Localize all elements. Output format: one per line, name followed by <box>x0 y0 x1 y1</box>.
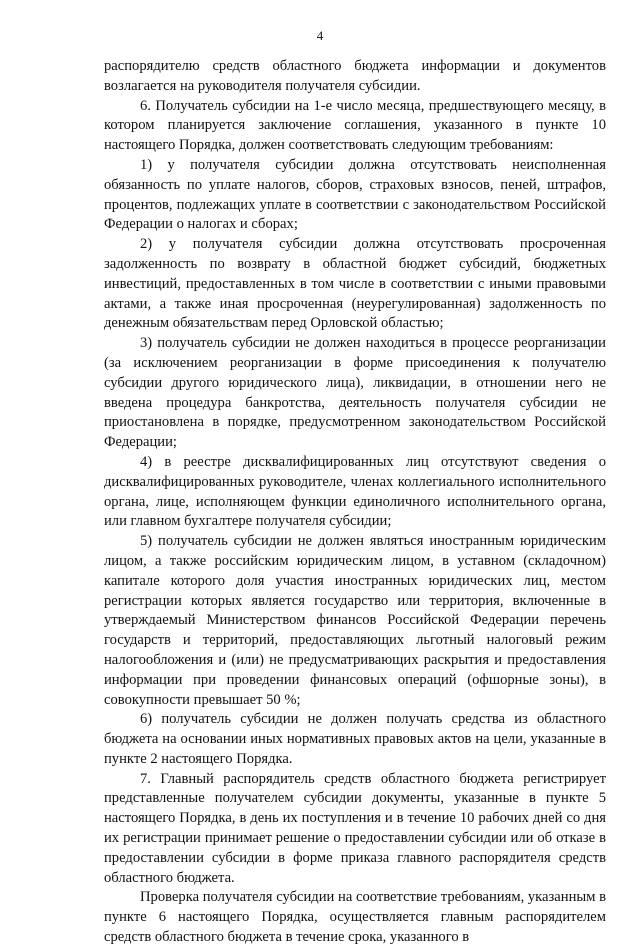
paragraph-subitem-5: 5) получатель субсидии не должен являться иностранным юридическим лицом, а также российским юридическим лицом, в уставном (складочном) капитале которого доля участия иностранных юридических лиц, местом регистрации которых является государство или территория, включенные в утверждаемый Министерством финансов Российской Федерации перечень государств и территорий, предоставляющих льготный налоговый режим налогообложения и (или) не предусматривающих раскрытия и предоставления информации при проведении финансовых операций (офшорные зоны), в совокупности превышает 50 %; <box>104 533 606 708</box>
document-body <box>104 57 606 948</box>
paragraph-item-7: 7. Главный распорядитель средств областного бюджета регистрирует представленные получателем субсидии документы, указанные в пункте 5 настоящего Порядка, в день их поступления и в течение 10 рабочих дней со дня их регистрации принимает решение о предоставлении субсидии или об отказе в предоставлении субсидии в форме приказа главного распорядителя средств областного бюджета. <box>104 770 606 886</box>
paragraph-continuation: распорядителю средств областного бюджета информации и документов возлагается на руководителя получателя субсидии. <box>104 58 606 94</box>
page-number: 4 <box>316 28 324 43</box>
paragraph-subitem-4: 4) в реестре дисквалифицированных лиц отсутствуют сведения о дисквалифицированных руководителе, членах коллегиального исполнительного органа, лице, исполняющем функции единоличного исполнительного органа, или главном бухгалтере получателя субсидии; <box>104 453 606 530</box>
paragraph-subitem-3: 3) получатель субсидии не должен находиться в процессе реорганизации (за исключением реорганизации в форме присоединения к получателю субсидии другого юридического лица), ликвидации, в отношении него не введена процедура банкротства, деятельность получателя субсидии не приостановлена в порядке, предусмотренном законодательством Российской Федерации; <box>104 335 606 451</box>
paragraph-verification: Проверка получателя субсидии на соответствие требованиям, указанным в пункте 6 настоящего Порядка, осуществляется главным распорядителем средств областного бюджета в течение срока, указанного в <box>104 889 606 946</box>
paragraph-subitem-1: 1) у получателя субсидии должна отсутствовать неисполненная обязанность по уплате налогов, сборов, страховых взносов, пеней, штрафов, процентов, подлежащих уплате в соответствии с законодательством Российской Федерации о налогах и сборах; <box>104 156 606 233</box>
paragraph-subitem-6: 6) получатель субсидии не должен получать средства из областного бюджета на основании иных нормативных правовых актов на цели, указанные в пункте 2 настоящего Порядка. <box>104 711 606 767</box>
paragraph-subitem-2: 2) у получателя субсидии должна отсутствовать просроченная задолженность по возврату в областной бюджет субсидий, бюджетных инвестиций, предоставленных в том числе в соответствии с иными правовыми актами, а также иная просроченная (неурегулированная) задолженность по денежным обязательствам перед Орловской областью; <box>104 236 606 332</box>
paragraph-item-6: 6. Получатель субсидии на 1-е число месяца, предшествующего месяцу, в котором планируется заключение соглашения, указанного в пункте 10 настоящего Порядка, должен соответствовать следующим требованиям: <box>104 97 606 154</box>
